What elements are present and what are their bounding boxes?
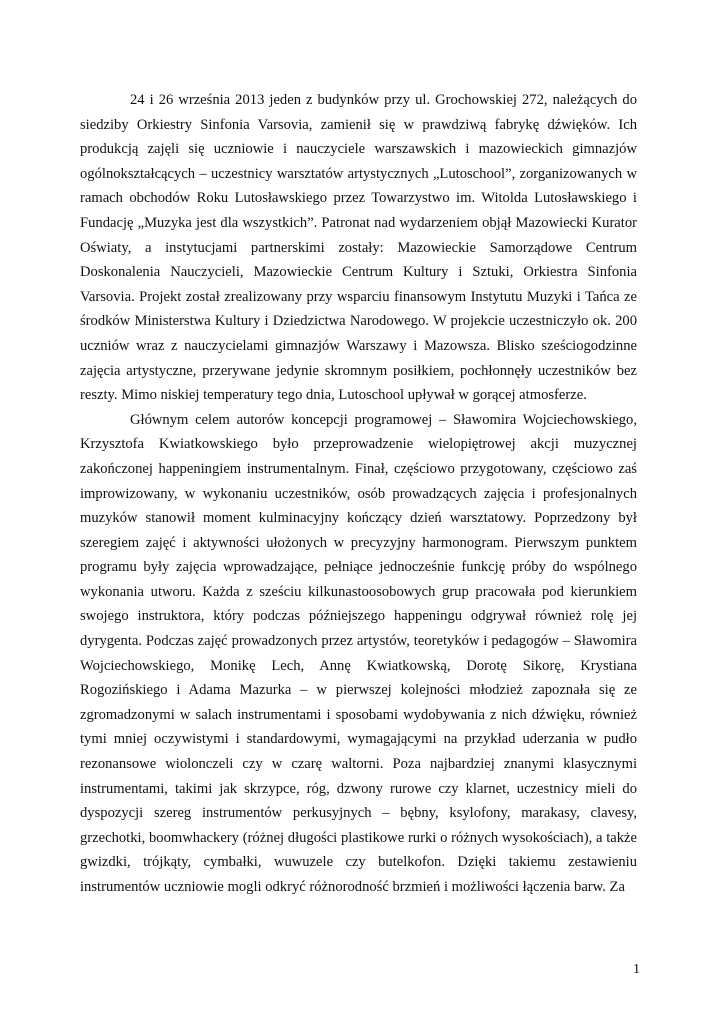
page-number: 1 — [633, 962, 640, 977]
paragraph-1: 24 i 26 września 2013 jeden z budynków przy ul. Grochowskiej 272, należących do siedziby Orkiestry Sinfonia Varsovia, zamienił się w prawdziwą fabrykę dźwięków. Ich produkcją zajęli się uczniowie i nauczyciele warszawskich i mazowieckich gimnazjów ogólnokształcących – uczestnicy warsztatów artystycznych „Lutoschool”, zorganizowanych w ramach obchodów Roku Lutosławskiego przez Towarzystwo im. Witolda Lutosławskiego i Fundację „Muzyka jest dla wszystkich”. Patronat nad wydarzeniem objął Mazowiecki Kurator Oświaty, a instytucjami partnerskimi zostały: Mazowieckie Samorządowe Centrum Doskonalenia Nauczycieli, Mazowieckie Centrum Kultury i Sztuki, Orkiestra Sinfonia Varsovia. Projekt został zrealizowany przy wsparciu finansowym Instytutu Muzyki i Tańca ze środków Ministerstwa Kultury i Dziedzictwa Narodowego. W projekcie uczestniczyło ok. 200 uczniów wraz z nauczycielami gimnazjów Warszawy i Mazowsza. Blisko sześciogodzinne zajęcia artystyczne, przerywane jedynie skromnym posiłkiem, pochłonnęły uczestników bez reszty. Mimo niskiej temperatury tego dnia, Lutoschool upływał w gorącej atmosferze. — [80, 92, 637, 404]
document-body — [80, 88, 637, 900]
paragraph-2: Głównym celem autorów koncepcji programowej – Sławomira Wojciechowskiego, Krzysztofa Kwiatkowskiego było przeprowadzenie wielopiętrowej akcji muzycznej zakończonej happeningiem instrumentalnym. Finał, częściowo przygotowany, częściowo zaś improwizowany, w wykonaniu uczestników, osób prowadzących zajęcia i profesjonalnych muzyków stanowił moment kulminacyjny kończący dzień warsztatowy. Poprzedzony był szeregiem zajęć i aktywności ułożonych w precyzyjny harmonogram. Pierwszym punktem programu były zajęcia wprowadzające, pełniące jednocześnie funkcję próby do wspólnego wykonania utworu. Każda z sześciu kilkunastoosobowych grup pracowała pod kierunkiem swojego instruktora, który podczas późniejszego happeningu odgrywał również rolę jej dyrygenta. Podczas zajęć prowadzonych przez artystów, teoretyków i pedagogów – Sławomira Wojciechowskiego, Monikę Lech, Annę Kwiatkowską, Dorotę Sikorę, Krystiana Rogozińskiego i Adama Mazurka – w pierwszej kolejności młodzież zapoznała się ze zgromadzonymi w salach instrumentami i sposobami wydobywania z nich dźwięku, również tymi mniej oczywistymi i standardowymi, wymagającymi na przykład uderzania w pudło rezonansowe wiolonczeli czy w czarę waltorni. Poza najbardziej znanymi klasycznymi instrumentami, takimi jak skrzypce, róg, dzwony rurowe czy klarnet, uczestnicy mieli do dyspozycji szereg instrumentów perkusyjnych – bębny, ksylofony, marakasy, clavesy, grzechotki, boomwhackery (różnej długości plastikowe rurki o różnych wysokościach), a także gwizdki, trójkąty, cymbałki, wuwuzele czy butelkofon. Dzięki takiemu zestawieniu instrumentów uczniowie mogli odkryć różnorodność brzmień i możliwości łączenia barw. Za — [80, 411, 637, 895]
